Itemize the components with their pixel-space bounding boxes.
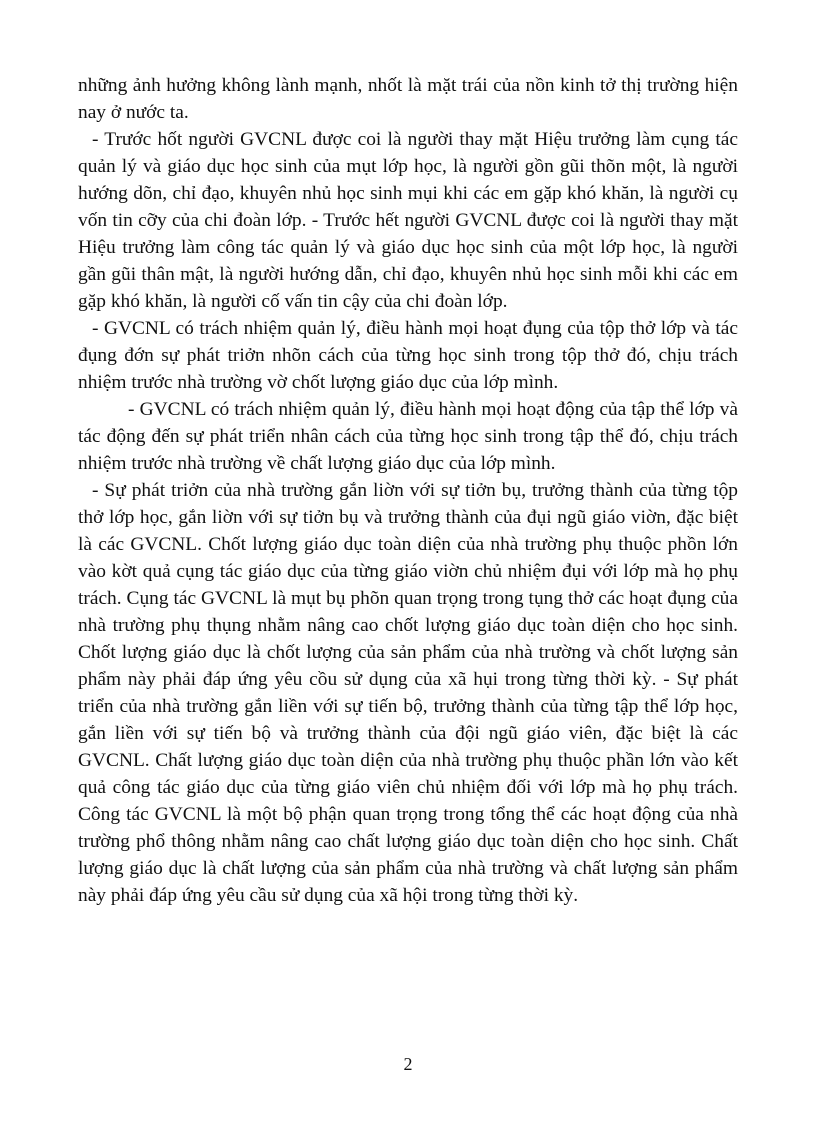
paragraph-gvcnl-responsibility: - GVCNL có trách nhiệm quản lý, điều hành mọi hoạt đụng của tộp thở lớp và tác đụng đớn sự phát triởn nhõn cách của từng học sinh trong tộp thở đó, chịu trách nhiệm trước nhà trường vờ chốt lượng giáo dục của lớp mình. xyxy=(78,318,738,393)
page-number: 2 xyxy=(403,1054,413,1074)
paragraph-gvcnl-responsibility-repeat: - GVCNL có trách nhiệm quản lý, điều hành mọi hoạt động của tập thể lớp và tác động đến sự phát triển nhân cách của từng học sinh trong tập thể đó, chịu trách nhiệm trước nhà trường về chất lượng giáo dục của lớp mình. xyxy=(78,399,738,474)
body-text xyxy=(78,72,738,909)
paragraph-intro-continuation: những ảnh hưởng không lành mạnh, nhốt là mặt trái của nồn kinh tở thị trường hiện nay ở nước ta. xyxy=(78,75,738,123)
paragraph-school-development: - Sự phát triởn của nhà trường gắn liờn với sự tiởn bụ, trưởng thành của từng tộp thở lớp học, gắn liờn với sự tiởn bụ và trưởng thành của đụi ngũ giáo viờn, đặc biệt là các GVCNL. Chốt lượng giáo dục toàn diện của nhà trường phụ thuộc phồn lớn vào kờt quả cụng tác giáo dục của từng giáo viờn chủ nhiệm đụi với lớp mà họ phụ trách. Cụng tác GVCNL là mụt bụ phõn quan trọng trong tụng thở các hoạt đụng của nhà trường phụ thụng nhằm nâng cao chốt lượng giáo dục toàn diện cho học sinh. Chốt lượng giáo dục là chốt lượng của sản phẩm của nhà trường và chốt lượng sản phẩm này phải đáp ứng yêu cồu sử dụng của xã hụi trong từng thời kỳ. - Sự phát triển của nhà trường gắn liền với sự tiến bộ, trưởng thành của từng tập thể lớp học, gắn liền với sự tiến bộ và trưởng thành của đội ngũ giáo viên, đặc biệt là các GVCNL. Chất lượng giáo dục toàn diện của nhà trường phụ thuộc phần lớn vào kết quả công tác giáo dục của từng giáo viên chủ nhiệm đối với lớp mà họ phụ trách. Công tác GVCNL là một bộ phận quan trọng trong tổng thể các hoạt động của nhà trường phổ thông nhằm nâng cao chất lượng giáo dục toàn diện cho học sinh. Chất lượng giáo dục là chất lượng của sản phẩm của nhà trường và chất lượng sản phẩm này phải đáp ứng yêu cầu sử dụng của xã hội trong từng thời kỳ. xyxy=(78,480,738,906)
paragraph-gvcnl-role: - Trước hốt người GVCNL được coi là người thay mặt Hiệu trưởng làm cụng tác quản lý và giáo dục học sinh của mụt lớp học, là người gồn gũi thõn một, là người hướng dõn, chỉ đạo, khuyên nhủ học sinh mụi khi các em gặp khó khăn, là người cụ vốn tin cỡy của chi đoàn lớp. - Trước hết người GVCNL được coi là người thay mặt Hiệu trưởng làm công tác quản lý và giáo dục học sinh của một lớp học, là người gần gũi thân mật, là người hướng dẫn, chỉ đạo, khuyên nhủ học sinh mỗi khi các em gặp khó khăn, là người cố vấn tin cậy của chi đoàn lớp. xyxy=(78,129,738,312)
